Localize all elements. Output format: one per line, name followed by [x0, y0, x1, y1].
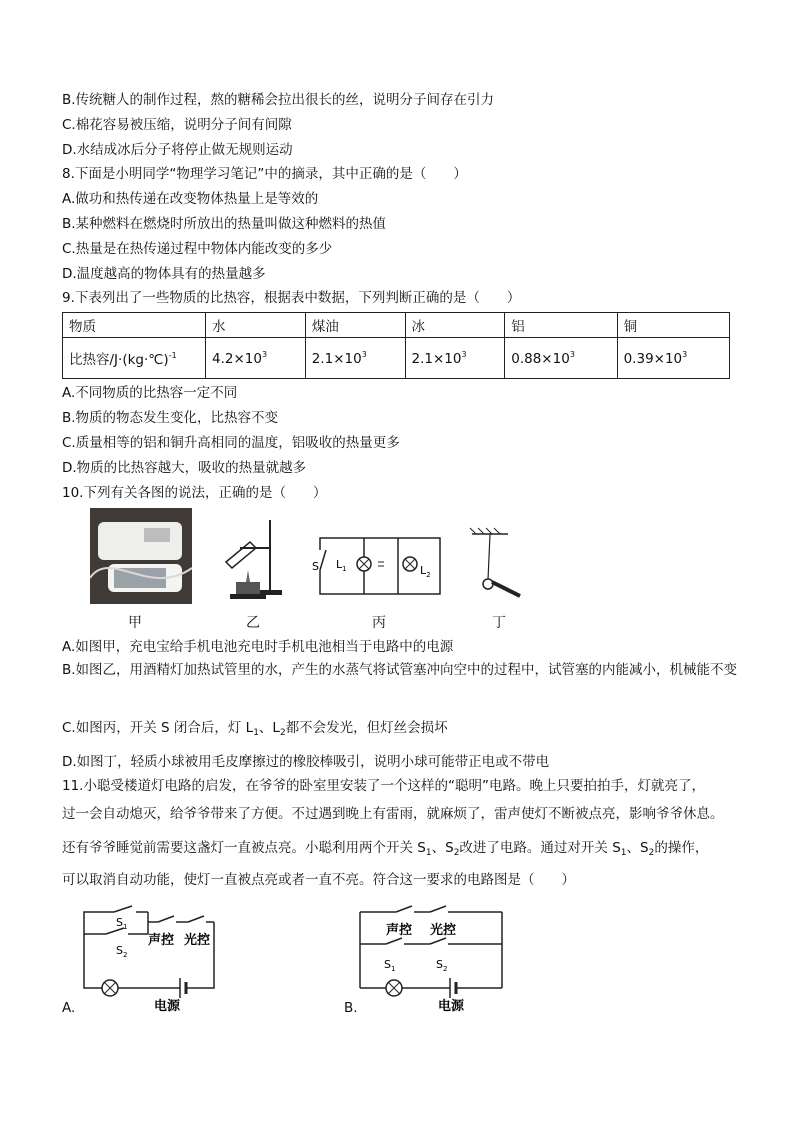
power-label: 电源 [154, 999, 181, 1014]
table-header-row [63, 313, 730, 338]
figure-caption: 甲 [128, 615, 142, 631]
sound-switch-label: 声控 [148, 933, 175, 948]
table-cell: $2.1\times 10^3$ [305, 338, 405, 379]
light-switch-label: 光控 [184, 933, 211, 948]
q9-option-c: C.质量相等的铝和铜升高相同的温度，铝吸收的热量更多 [62, 435, 400, 451]
table-cell: $4.2\times 10^3$ [206, 338, 306, 379]
table-cell: 铜 [617, 313, 729, 338]
s1-label: $S_1$ [116, 916, 128, 931]
switch-s-label: S [312, 560, 319, 573]
q10-option-c: C.如图丙，开关 S 闭合后，灯 $L_1$、$L_2$都不会发光，但灯丝会损坏 [62, 720, 448, 738]
light-switch-label: 光控 [430, 923, 457, 938]
q11-stem-line1: 11.小聪受楼道灯电路的启发，在爷爷的卧室里安装了一个这样的“聪明”电路。晚上只要拍拍手，灯就亮了， [62, 778, 705, 794]
q8-stem: 8.下面是小明同学“物理学习笔记”中的摘录，其中正确的是（ ） [62, 166, 467, 182]
q8-option-b: B.某种燃料在燃烧时所放出的热量叫做这种燃料的热值 [62, 216, 387, 232]
table-cell: 铝 [505, 313, 617, 338]
specific-heat-table [62, 312, 730, 379]
sound-switch-label: 声控 [386, 923, 413, 938]
power-label: 电源 [438, 999, 465, 1014]
q7-option-b: B.传统糖人的制作过程，熬的糖稀会拉出很长的丝，说明分子间存在引力 [62, 92, 495, 108]
table-row [63, 338, 730, 379]
s1-label: $S_1$ [384, 958, 396, 973]
option-b-label: B. [344, 1000, 358, 1016]
test-tube-apparatus [210, 508, 300, 606]
s2-label: $S_2$ [116, 944, 128, 959]
q7-option-c: C.棉花容易被压缩，说明分子间有间隙 [62, 117, 292, 133]
power-bank-photo [90, 508, 192, 604]
q10-option-b: B.如图乙，用酒精灯加热试管里的水，产生的水蒸气将试管塞冲向空中的过程中，试管塞的内能减小，机械能不变 [62, 662, 738, 678]
suspended-ball-figure [462, 508, 532, 604]
figure-caption: 乙 [246, 615, 260, 631]
q9-option-a: A.不同物质的比热容一定不同 [62, 385, 238, 401]
table-cell: $0.39\times 10^3$ [617, 338, 729, 379]
q8-option-c: C.热量是在热传递过程中物体内能改变的多少 [62, 241, 333, 257]
table-cell: $0.88\times 10^3$ [505, 338, 617, 379]
q11-stem-line4: 可以取消自动功能，使灯一直被点亮或者一直不亮。符合这一要求的电路图是（ ） [62, 872, 575, 888]
q9-stem: 9.下表列出了一些物质的比热容，根据表中数据，下列判断正确的是（ ） [62, 290, 521, 306]
q7-option-d: D.水结成冰后分子将停止做无规则运动 [62, 142, 293, 158]
table-header-label: 物质 [63, 313, 206, 338]
q11-stem-line2: 过一会自动熄灭，给爷爷带来了方便。不过遇到晚上有雷雨，就麻烦了，雷声使灯不断被点亮，影响爷爷休息。 [62, 806, 724, 822]
q10-option-d: D.如图丁，轻质小球被用毛皮摩擦过的橡胶棒吸引，说明小球可能带正电或不带电 [62, 754, 550, 770]
lamp-l2-label: $L_2$ [420, 564, 431, 579]
parallel-lamp-circuit [312, 508, 444, 604]
circuit-option-a [62, 898, 242, 1016]
s2-label: $S_2$ [436, 958, 448, 973]
q8-option-d: D.温度越高的物体具有的热量越多 [62, 266, 266, 282]
figure-caption: 丁 [492, 615, 506, 631]
q9-option-b: B.物质的物态发生变化，比热容不变 [62, 410, 279, 426]
q8-option-a: A.做功和热传递在改变物体热量上是等效的 [62, 191, 319, 207]
table-cell: 水 [206, 313, 306, 338]
lamp-l1-label: $L_1$ [336, 558, 347, 573]
q11-stem-line3: 还有爷爷睡觉前需要这盏灯一直被点亮。小聪利用两个开关 $S_1$、$S_2$改进了电路。通过对开关 $S_1$、$S_2$的操作， [62, 840, 709, 858]
table-cell: 煤油 [305, 313, 405, 338]
figure-caption: 丙 [372, 615, 386, 631]
option-a-label: A. [62, 1000, 76, 1016]
q10-stem: 10.下列有关各图的说法，正确的是（ ） [62, 485, 327, 501]
table-cell: $2.1\times 10^3$ [405, 338, 505, 379]
q9-option-d: D.物质的比热容越大，吸收的热量就越多 [62, 460, 307, 476]
q10-option-a: A.如图甲，充电宝给手机电池充电时手机电池相当于电路中的电源 [62, 639, 454, 655]
table-cell: 冰 [405, 313, 505, 338]
circuit-option-b [346, 898, 516, 1016]
table-row-label: 比热容/J·(kg·℃)$^{-1}$ [63, 338, 206, 379]
